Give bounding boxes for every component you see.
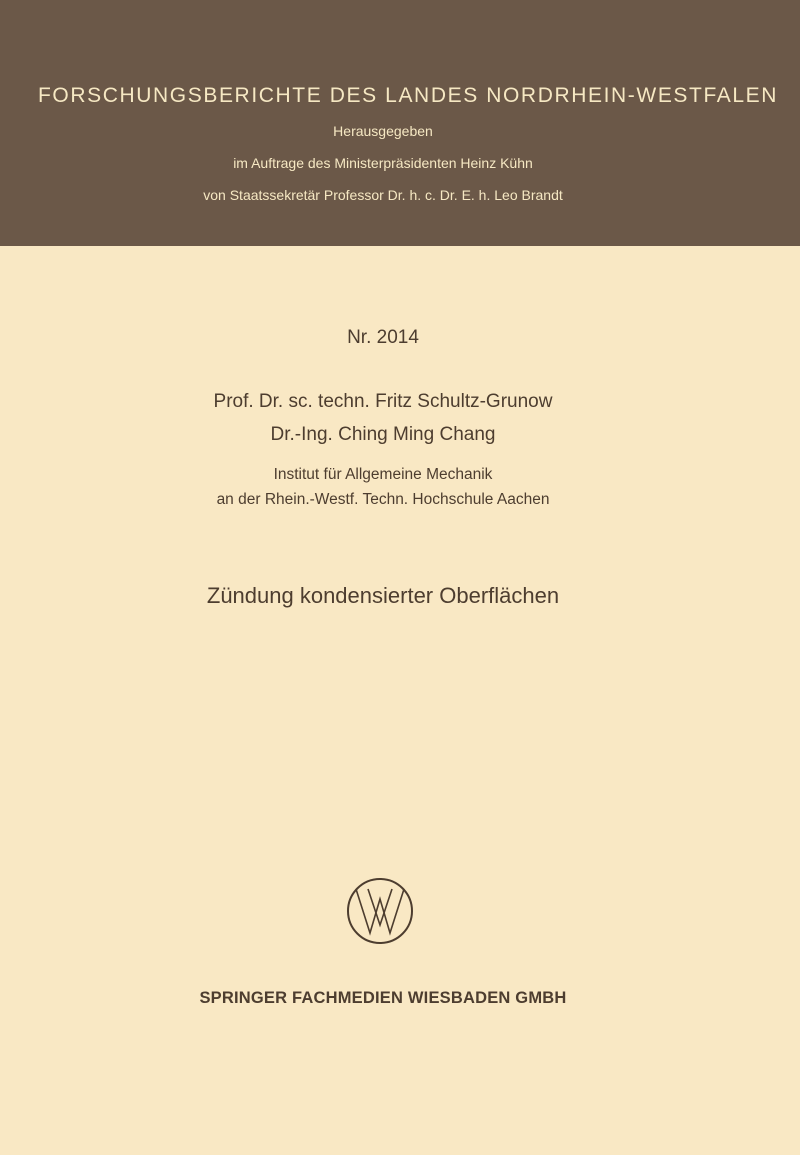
author-2: Dr.-Ing. Ching Ming Chang xyxy=(270,424,496,445)
volume-number: Nr. 2014 xyxy=(347,327,419,348)
editor-line-1: Herausgegeben xyxy=(333,123,433,139)
editor-line-2: im Auftrage des Ministerpräsidenten Heinz Kühn xyxy=(233,155,533,171)
editor-line-3: von Staatssekretär Professor Dr. h. c. Dr. E. h. Leo Brandt xyxy=(203,187,563,203)
series-title: FORSCHUNGSBERICHTE DES LANDES NORDRHEIN-WESTFALEN xyxy=(38,84,778,107)
publisher-name: SPRINGER FACHMEDIEN WIESBADEN GMBH xyxy=(199,989,567,1007)
book-title: Zündung kondensierter Oberflächen xyxy=(206,583,560,608)
author-1: Prof. Dr. sc. techn. Fritz Schultz-Grunow xyxy=(213,391,553,412)
institute-line-2: an der Rhein.-Westf. Techn. Hochschule Aachen xyxy=(216,491,550,508)
institute-line-1: Institut für Allgemeine Mechanik xyxy=(273,466,493,483)
publisher-logo-icon xyxy=(346,877,414,945)
